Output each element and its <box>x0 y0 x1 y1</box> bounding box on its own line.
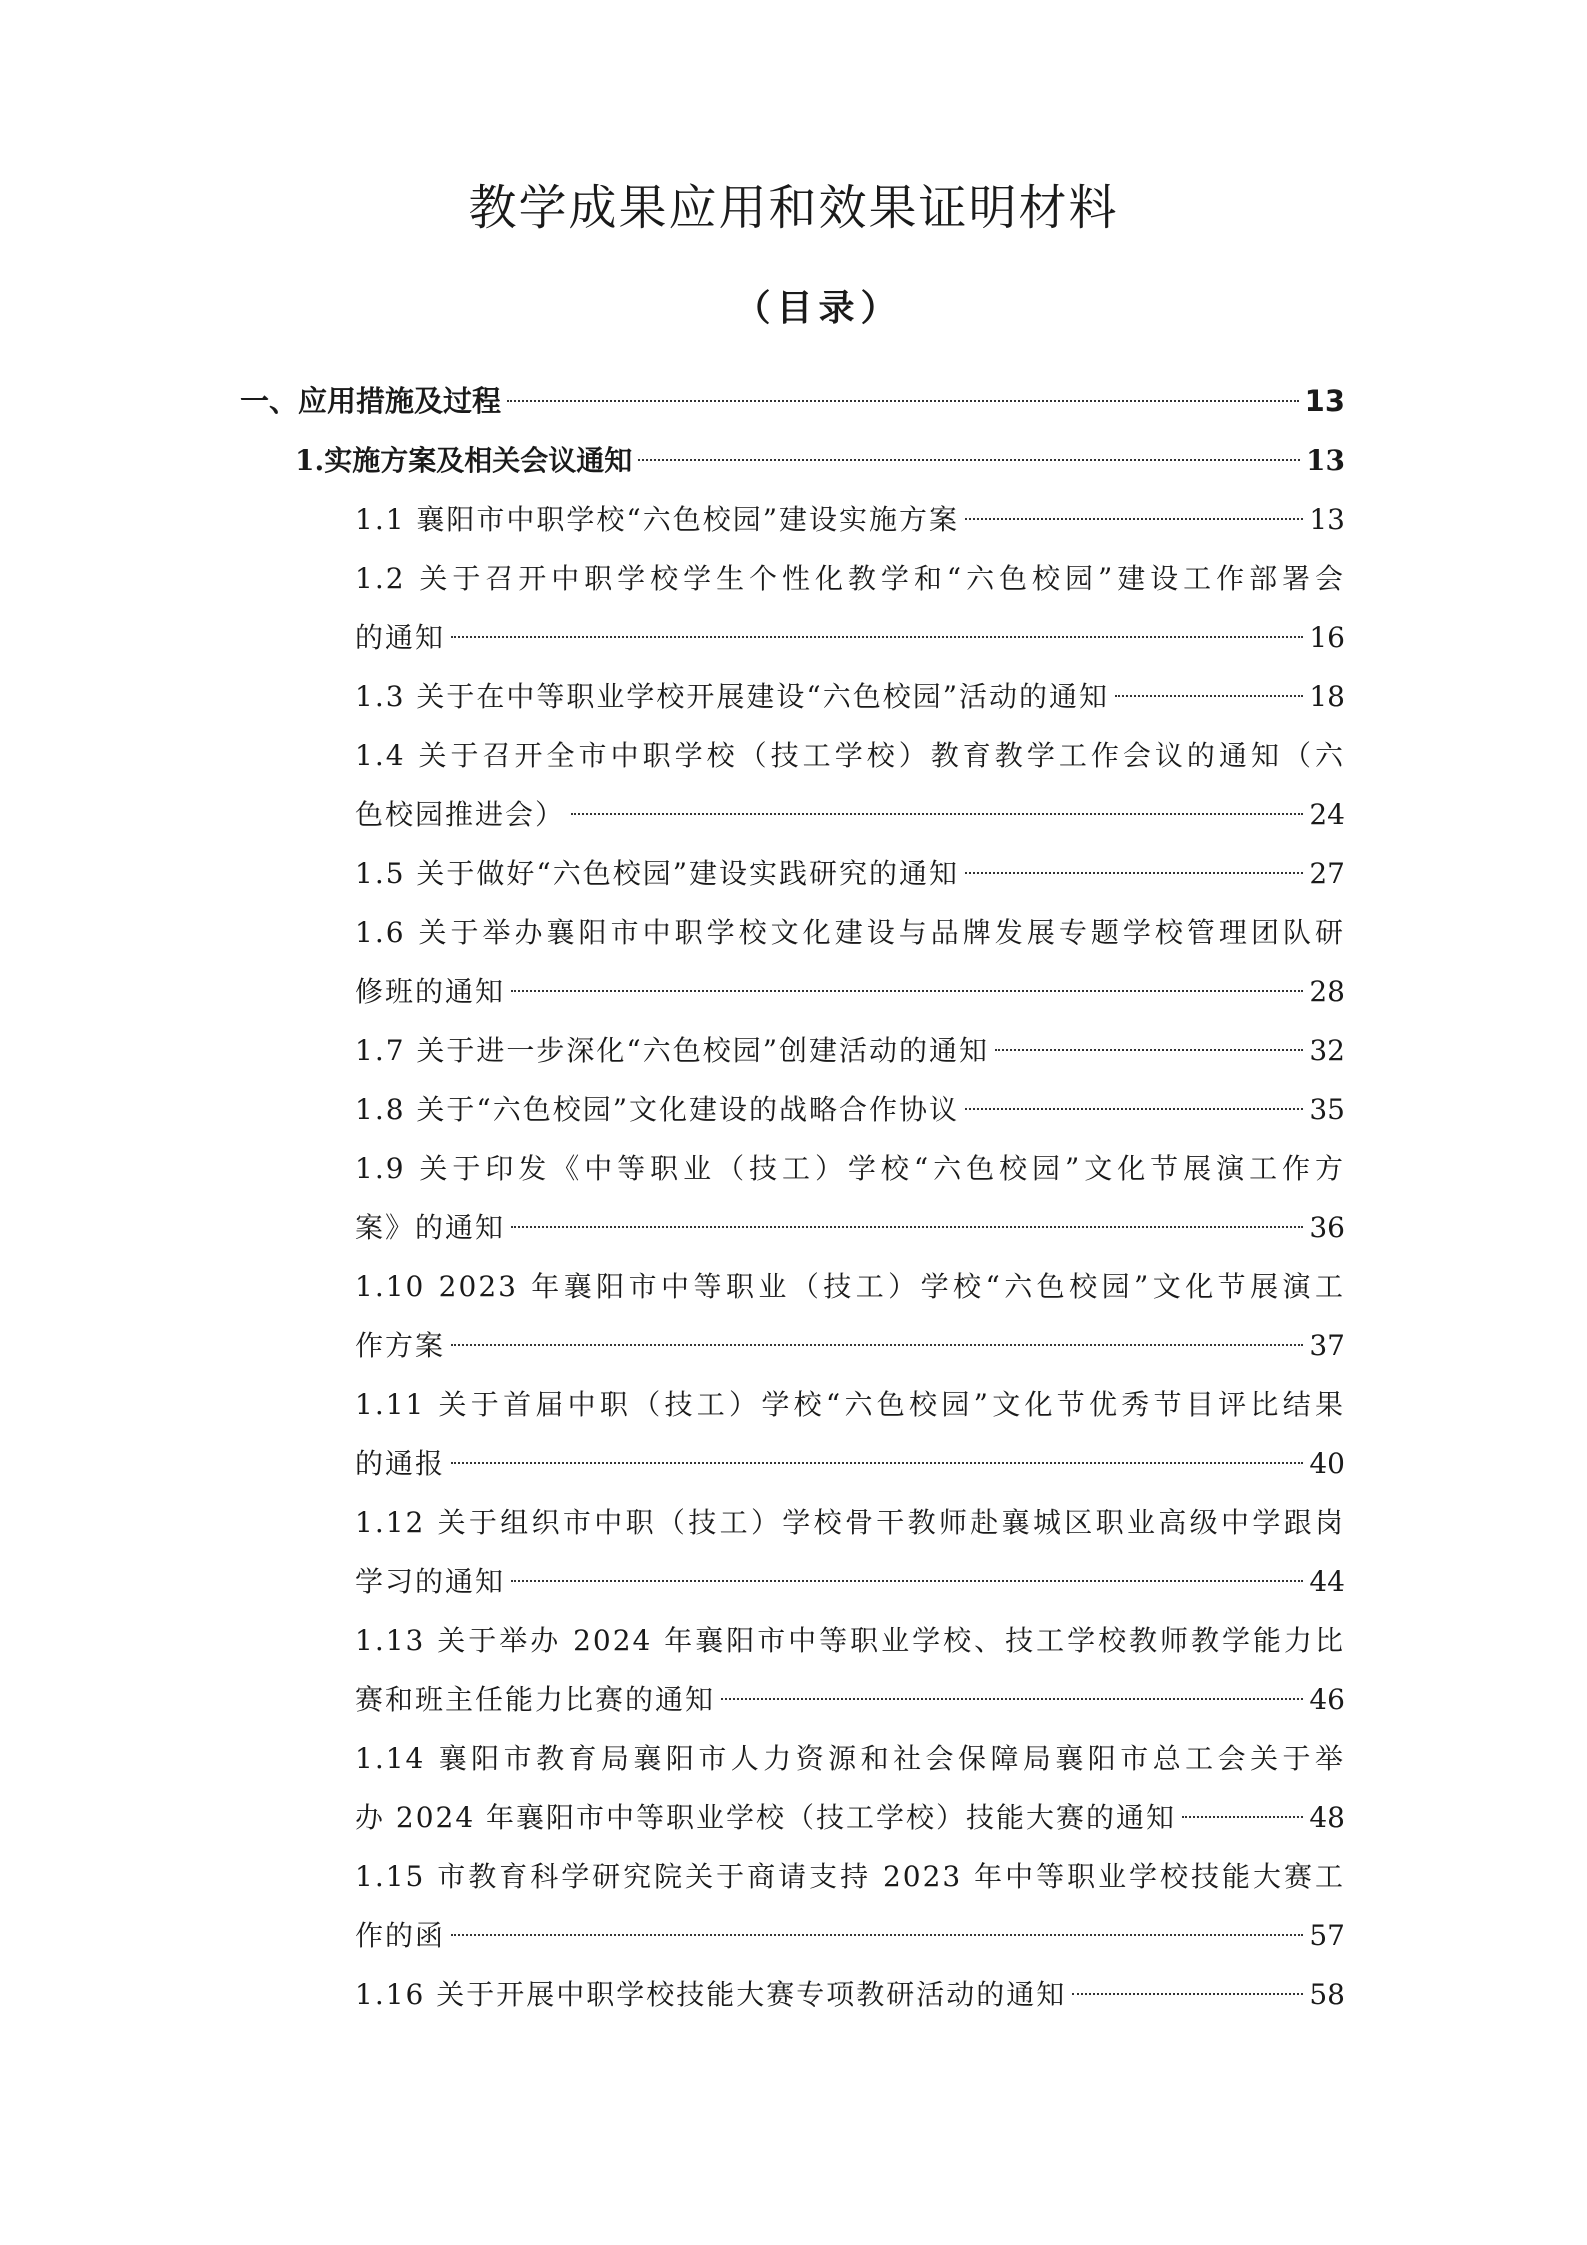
toc-entry-page: 16 <box>1309 621 1345 654</box>
toc-entry-text: 赛和班主任能力比赛的通知 <box>355 1683 716 1716</box>
toc-section-label: 一、应用措施及过程 <box>240 384 502 418</box>
toc-entry-page: 35 <box>1309 1093 1345 1126</box>
leader-dots <box>451 1934 1303 1936</box>
toc-entry-text: 1.1 襄阳市中职学校“六色校园”建设实施方案 <box>355 503 960 536</box>
toc-entry-page: 13 <box>1309 503 1345 536</box>
leader-dots <box>965 1108 1303 1110</box>
toc-entry-text: 修班的通知 <box>355 975 506 1008</box>
toc-entry-page: 40 <box>1309 1447 1345 1480</box>
toc-entry-page: 32 <box>1309 1034 1345 1067</box>
toc-entry-text-line1: 1.9 关于印发《中等职业（技工）学校“六色校园”文化节展演工作方 <box>355 1152 1345 1185</box>
toc-entry[interactable] <box>0 903 1345 1021</box>
toc-entry-text: 1.3 关于在中等职业学校开展建设“六色校园”活动的通知 <box>355 680 1110 713</box>
page-subtitle: （目录） <box>734 288 903 329</box>
toc-entry-text-line1: 1.6 关于举办襄阳市中职学校文化建设与品牌发展专题学校管理团队研 <box>355 916 1345 949</box>
toc-entry-text: 作的函 <box>355 1919 446 1952</box>
toc-entry-text-line1: 1.2 关于召开中职学校学生个性化教学和“六色校园”建设工作部署会 <box>355 562 1345 595</box>
leader-dots <box>1182 1816 1303 1818</box>
leader-dots <box>995 1049 1303 1051</box>
toc-entry[interactable] <box>0 1965 1345 2024</box>
toc-entry-text: 案》的通知 <box>355 1211 506 1244</box>
toc-entry-page: 27 <box>1309 857 1345 890</box>
leader-dots <box>721 1698 1303 1700</box>
leader-dots <box>571 813 1303 815</box>
toc-entry[interactable] <box>0 490 1345 549</box>
toc-entry[interactable] <box>0 1257 1345 1375</box>
toc-entry-text-line1: 1.13 关于举办 2024 年襄阳市中等职业学校、技工学校教师教学能力比 <box>355 1624 1345 1657</box>
leader-dots <box>507 400 1299 402</box>
toc-entry-text-line1: 1.11 关于首届中职（技工）学校“六色校园”文化节优秀节目评比结果 <box>355 1388 1345 1421</box>
toc-section[interactable] <box>0 372 1345 431</box>
toc-entry-text: 1.16 关于开展中职学校技能大赛专项教研活动的通知 <box>355 1978 1067 2011</box>
toc-entry-text: 的通报 <box>355 1447 446 1480</box>
leader-dots <box>511 1580 1303 1582</box>
leader-dots <box>511 990 1303 992</box>
toc-entry-text: 色校园推进会） <box>355 798 566 831</box>
toc-entry-text: 1.5 关于做好“六色校园”建设实践研究的通知 <box>355 857 960 890</box>
toc-entry-text-line1: 1.10 2023 年襄阳市中等职业（技工）学校“六色校园”文化节展演工 <box>355 1270 1345 1303</box>
toc-entry-page: 37 <box>1309 1329 1345 1362</box>
toc-entry-text-line1: 1.15 市教育科学研究院关于商请支持 2023 年中等职业学校技能大赛工 <box>355 1860 1345 1893</box>
toc-entry[interactable] <box>0 726 1345 844</box>
toc-entry[interactable] <box>0 1021 1345 1080</box>
toc-entry-page: 18 <box>1309 680 1345 713</box>
toc-entry-text-line1: 1.14 襄阳市教育局襄阳市人力资源和社会保障局襄阳市总工会关于举 <box>355 1742 1345 1775</box>
toc-subsection-page: 13 <box>1306 444 1345 477</box>
toc-entry[interactable] <box>0 667 1345 726</box>
toc-entry[interactable] <box>0 1847 1345 1965</box>
toc-entry-text: 1.8 关于“六色校园”文化建设的战略合作协议 <box>355 1093 960 1126</box>
leader-dots <box>1072 1993 1303 1995</box>
toc-entry-text: 的通知 <box>355 621 446 654</box>
toc-section-page: 13 <box>1304 384 1345 418</box>
toc-entry[interactable] <box>0 1729 1345 1847</box>
leader-dots <box>965 872 1303 874</box>
leader-dots <box>451 1344 1303 1346</box>
toc-entry-text-line1: 1.12 关于组织市中职（技工）学校骨干教师赴襄城区职业高级中学跟岗 <box>355 1506 1345 1539</box>
leader-dots <box>1115 695 1303 697</box>
toc-entry[interactable] <box>0 844 1345 903</box>
toc-entry-page: 48 <box>1309 1801 1345 1834</box>
toc-subsection-label: 1.实施方案及相关会议通知 <box>295 444 633 477</box>
toc-entry-page: 44 <box>1309 1565 1345 1598</box>
toc-entry-page: 28 <box>1309 975 1345 1008</box>
page-title: 教学成果应用和效果证明材料 <box>468 180 1119 236</box>
toc-items <box>0 490 1587 2024</box>
leader-dots <box>451 1462 1303 1464</box>
toc-entry-text-line1: 1.4 关于召开全市中职学校（技工学校）教育教学工作会议的通知（六 <box>355 739 1345 772</box>
toc-entry[interactable] <box>0 1080 1345 1139</box>
toc-entry-page: 58 <box>1309 1978 1345 2011</box>
toc-entry-page: 36 <box>1309 1211 1345 1244</box>
toc-entry-text: 办 2024 年襄阳市中等职业学校（技工学校）技能大赛的通知 <box>355 1801 1177 1834</box>
leader-dots <box>511 1226 1303 1228</box>
toc-entry[interactable] <box>0 549 1345 667</box>
toc-entry[interactable] <box>0 1139 1345 1257</box>
leader-dots <box>965 518 1303 520</box>
toc-entry-page: 24 <box>1309 798 1345 831</box>
toc-entry-page: 57 <box>1309 1919 1345 1952</box>
toc-entry-text: 作方案 <box>355 1329 446 1362</box>
toc-entry[interactable] <box>0 1375 1345 1493</box>
toc-entry-page: 46 <box>1309 1683 1345 1716</box>
toc-entry[interactable] <box>0 1493 1345 1611</box>
toc-entry-text: 学习的通知 <box>355 1565 506 1598</box>
toc-subsection[interactable] <box>0 431 1345 490</box>
table-of-contents <box>0 372 1587 2024</box>
leader-dots <box>451 636 1303 638</box>
toc-entry-text: 1.7 关于进一步深化“六色校园”创建活动的通知 <box>355 1034 990 1067</box>
toc-entry[interactable] <box>0 1611 1345 1729</box>
leader-dots <box>638 459 1300 461</box>
